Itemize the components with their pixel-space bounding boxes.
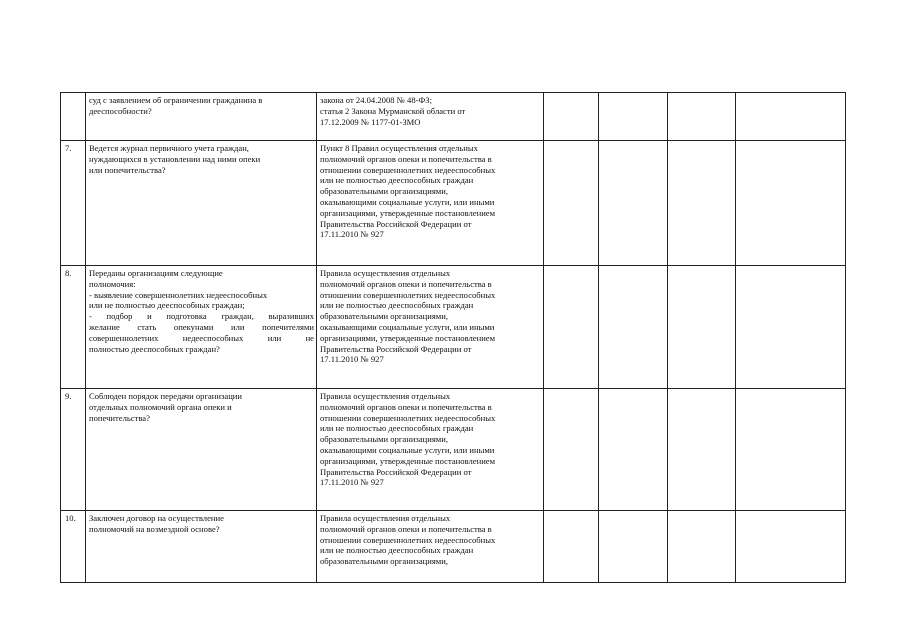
basis-line: Правительства Российской Федерации от [320,343,472,354]
basis-line: закона от 24.04.2008 № 48-ФЗ; [320,95,432,105]
basis-line: или не полностью дееспособных граждан [320,545,474,556]
question-line: - выявление совершеннолетних недееспособных [89,289,268,300]
question-line: полномочия: [89,278,136,289]
row-number: 8. [61,266,86,389]
basis-line: 17.11.2010 № 927 [320,229,384,240]
question-cell [86,511,317,583]
basis-line: или не полностью дееспособных граждан [320,300,474,311]
answer-cell [544,141,599,266]
basis-line: Правительства Российской Федерации от [320,466,472,477]
basis-line: оказывающими социальные услуги, или иными [320,444,495,455]
question-line: Ведется журнал первичного учета граждан, [89,143,249,153]
question-line: нуждающихся в установлении над ними опеки [89,153,261,164]
question-cell [86,389,317,511]
basis-line: Правила осуществления отдельных [320,391,451,401]
table-row [61,93,846,141]
basis-line: организациями, утвержденные постановлением [320,207,496,218]
question-line: или не полностью дееспособных граждан; [89,300,245,311]
basis-line: Правила осуществления отдельных [320,513,451,523]
remarks-cell [736,93,846,141]
table-row [61,389,846,511]
question-line: попечительства? [89,412,150,423]
row-number [61,93,86,141]
basis-line: или не полностью дееспособных граждан [320,175,474,186]
question-cell [86,93,317,141]
basis-line: полномочий органов опеки и попечительства в [320,401,492,412]
row-number: 9. [61,389,86,511]
basis-line: или не полностью дееспособных граждан [320,423,474,434]
basis-line: отношении совершеннолетних недееспособных [320,412,496,423]
basis-line: отношении совершеннолетних недееспособных [320,534,496,545]
question-line: совершеннолетних недееспособных или не [89,332,314,343]
table-row [61,511,846,583]
answer-cell [668,511,736,583]
basis-line: образовательными организациями, [320,186,448,197]
table-row [61,266,846,389]
remarks-cell [736,511,846,583]
answer-cell [599,389,668,511]
question-line: Заключен договор на осуществление [89,513,224,523]
basis-line: полномочий органов опеки и попечительства в [320,523,492,534]
answer-cell [544,511,599,583]
question-line: отдельных полномочий органа опеки и [89,401,232,412]
basis-line: оказывающими социальные услуги, или иными [320,321,495,332]
basis-line: полномочий органов опеки и попечительства в [320,278,492,289]
basis-line: отношении совершеннолетних недееспособных [320,164,496,175]
table-row [61,141,846,266]
basis-line: организациями, утвержденные постановлением [320,455,496,466]
answer-cell [544,93,599,141]
basis-line: образовательными организациями, [320,311,448,322]
answer-cell [599,141,668,266]
answer-cell [668,266,736,389]
answer-cell [668,93,736,141]
question-line: или попечительства? [89,164,166,175]
question-line: суд с заявлением об ограничении гражданина в [89,95,263,105]
question-line: полностью дееспособных граждан? [89,343,220,354]
answer-cell [544,389,599,511]
question-line: желание стать опекунами или попечителями [89,321,314,332]
basis-line: Правила осуществления отдельных [320,268,451,278]
basis-line: 17.11.2010 № 927 [320,354,384,365]
answer-cell [668,141,736,266]
answer-cell [599,93,668,141]
question-line: Соблюден порядок передачи организации [89,391,242,401]
question-line: - подбор и подготовка граждан, выразивших [89,311,314,322]
question-line: дееспособности? [89,105,152,116]
basis-line: 17.12.2009 № 1177-01-ЗМО [320,116,421,127]
legal-basis-cell [317,266,544,389]
legal-basis-cell [317,511,544,583]
checklist-table [60,92,846,583]
answer-cell [599,511,668,583]
question-line: Переданы организациям следующие [89,268,223,278]
basis-line: Правительства Российской Федерации от [320,218,472,229]
table-body [61,93,846,583]
question-cell [86,141,317,266]
basis-line: оказывающими социальные услуги, или иными [320,196,495,207]
question-line: полномочий на возмездной основе? [89,523,220,534]
remarks-cell [736,141,846,266]
remarks-cell [736,266,846,389]
row-number: 10. [61,511,86,583]
basis-line: отношении совершеннолетних недееспособных [320,289,496,300]
basis-line: статья 2 Закона Мурманской области от [320,105,466,116]
basis-line: полномочий органов опеки и попечительства в [320,153,492,164]
row-number: 7. [61,141,86,266]
answer-cell [668,389,736,511]
basis-line: Пункт 8 Правил осуществления отдельных [320,143,478,153]
answer-cell [544,266,599,389]
basis-line: образовательными организациями, [320,434,448,445]
legal-basis-cell [317,141,544,266]
basis-line: 17.11.2010 № 927 [320,477,384,488]
basis-line: организациями, утвержденные постановлением [320,332,496,343]
answer-cell [599,266,668,389]
remarks-cell [736,389,846,511]
question-cell [86,266,317,389]
basis-line: образовательными организациями, [320,556,448,567]
legal-basis-cell [317,389,544,511]
legal-basis-cell [317,93,544,141]
